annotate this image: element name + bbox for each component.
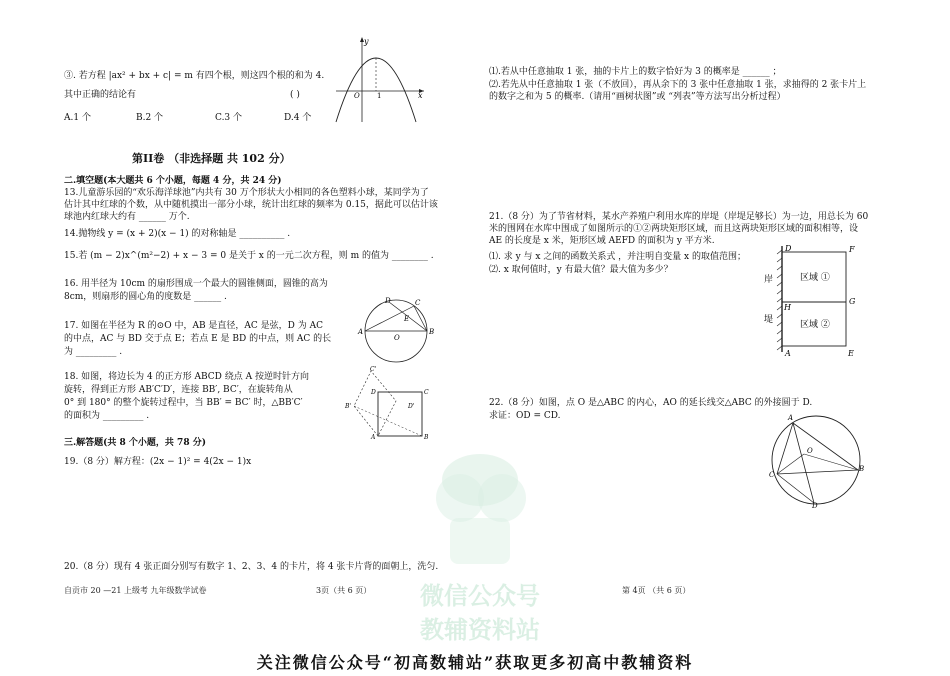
q3-line2: 其中正确的结论有 (64, 90, 137, 100)
q22-label-d: D (812, 502, 818, 508)
q14: 14.抛物线 y = (x + 2)(x − 1) 的对称轴是 __________ . (64, 229, 291, 239)
q18-line4: 的面积为 _________ . (64, 411, 150, 421)
q17-label-o: O (394, 334, 400, 342)
q18-label-d: D (371, 389, 376, 396)
watermark-line2: 教辅资料站 (420, 615, 540, 644)
q3-answer-paren: ( ) (290, 90, 300, 100)
q20: 20.（8 分）现有 4 张正面分别写有数字 1、2、3、4 的卡片，将 4 张卡片背的面朝上，洗匀. (64, 562, 439, 572)
q16-line1: 16. 用半径为 10cm 的扇形围成一个最大的圆锥侧面，圆锥的高为 (64, 279, 328, 289)
graph-x-label: x (418, 91, 423, 100)
q18-label-c: C (424, 389, 429, 396)
q18-line2: 旋转，得到正方形 AB′C′D′，连接 BB′, BC′，在旋转角从 (64, 385, 293, 395)
q22-label-a: A (788, 414, 794, 422)
q17-label-d: D (385, 297, 391, 305)
footer-left-page: 3页（共 6 页） (316, 586, 372, 595)
q21-region-2: 区域 ② (800, 320, 830, 330)
q20-part1: ⑴.若从中任意抽取 1 张，抽的卡片上的数字恰好为 3 的概率是 ______ ； (489, 67, 782, 77)
q13-line1: 13.儿童游乐园的“欢乐海洋球池”内共有 30 万个形状大小相同的各色塑料小球，某同学为了 (64, 188, 429, 198)
q22-label-c: C (769, 471, 775, 479)
q21-bank-label-1: 岸 (764, 275, 774, 285)
option-a: A.1 个 (64, 113, 91, 123)
fill-header: 二.填空题(本大题共 6 个小题，每题 4 分，共 24 分) (64, 176, 282, 186)
q19: 19.（8 分）解方程：(2x − 1)² = 4(2x − 1)x (64, 457, 252, 467)
q21-line1: 21.（8 分）为了节省材料，某水产养殖户利用水库的岸堤（岸堤足够长）为一边，用总长为 60 (489, 212, 869, 222)
q21-label-g: G (849, 297, 856, 306)
promo-banner: 关注微信公众号“初高数辅站”获取更多初高中教辅资料 (256, 653, 694, 672)
q15: 15.若 (m − 2)x^(m²−2) + x − 3 = 0 是关于 x 的一元二次方程，则 m 的值为 ________ . (64, 251, 434, 261)
section-title: 第II卷 （非选择题 共 102 分） (132, 152, 291, 165)
q18-label-c-prime: C' (370, 366, 377, 373)
parabola-graph (332, 34, 428, 124)
q18-label-b: B (424, 434, 429, 441)
q17-line3: 为 _________ . (64, 347, 123, 357)
q17-line2: 的中点，AC 与 BD 交于点 E；若点 E 是 BD 的中点，则 AC 的长 (64, 334, 332, 344)
footer-right-page: 第 4页 （共 6 页） (622, 586, 691, 595)
q21-line3: AE 的长度是 x 米，矩形区域 AEFD 的面积为 y 平方米. (489, 236, 715, 246)
q17-line1: 17. 如图在半径为 R 的⊙O 中，AB 是直径，AC 是弦，D 为 AC (64, 321, 323, 331)
q21-label-d: D (785, 244, 792, 253)
q21-part1: ⑴. 求 y 与 x 之间的函数关系式 ，并注明自变量 x 的取值范围； (489, 252, 746, 262)
q18-line3: 0° 到 180° 的整个旋转过程中，当 BB′ = BC′ 时，△BB′C′ (64, 398, 303, 408)
q21-region-1: 区域 ① (800, 273, 830, 283)
q18-line1: 18. 如图，将边长为 4 的正方形 ABCD 绕点 A 按逆时针方向 (64, 372, 309, 382)
graph-origin-label: O (354, 92, 360, 100)
q18-square-figure (340, 366, 440, 442)
option-c: C.3 个 (215, 113, 243, 123)
q18-label-b-prime: B' (345, 403, 352, 410)
q22-line2: 求证：OD = CD. (489, 411, 561, 421)
q21-label-f: F (849, 245, 855, 254)
q20-part2-line1: ⑵.若先从中任意抽取 1 张（不放回），再从余下的 3 张中任意抽取 1 张，求抽得的 2 张卡片上 (489, 80, 867, 90)
q16-line2: 8cm，则扇形的圆心角的度数是 ______ . (64, 292, 227, 302)
option-b: B.2 个 (136, 113, 164, 123)
q13-line3: 球池内红球大约有 ______ 万个. (64, 212, 190, 222)
q17-label-a: A (358, 328, 364, 336)
footer-left-title: 自贡市 20 —21 上级考 九年级数学试卷 (64, 586, 207, 595)
q17-label-e: E (404, 315, 410, 323)
q21-bank-label-2: 堤 (764, 315, 774, 325)
graph-one-label: 1 (377, 92, 382, 100)
q21-line2: 米的围网在水库中围成了如图所示的①②两块矩形区域，而且这两块矩形区域的面积相等，设 (489, 224, 859, 234)
watermark-logo-icon (390, 440, 570, 672)
q21-label-e: E (848, 349, 854, 358)
q21-label-a: A (785, 349, 791, 358)
q20-part2-line2: 的数字之和为 5 的概率.（请用“画树状图”或 “列表”等方法写出分析过程） (489, 92, 786, 102)
q21-label-h: H (784, 303, 791, 312)
watermark (390, 440, 570, 672)
answer-header: 三.解答题(共 8 个小题，共 78 分) (64, 438, 206, 448)
q17-label-b: B (429, 328, 435, 336)
q21-part2: ⑵. x 取何值时，y 有最大值？最大值为多少？ (489, 265, 673, 275)
graph-y-label: y (364, 37, 369, 46)
q22-circle-figure (766, 408, 866, 508)
q18-label-d-prime: D' (408, 403, 415, 410)
q22-label-b: B (859, 465, 865, 473)
watermark-line1: 微信公众号 (420, 581, 540, 610)
option-d: D.4 个 (284, 113, 312, 123)
q22-line1: 22.（8 分）如图，点 O 是△ABC 的内心，AO 的延长线交△ABC 的外接圆于 D. (489, 398, 813, 408)
q13-line2: 估计其中红球的个数，从中随机摸出一部分小球，统计出红球的频率为 0.15，据此可以估计该 (64, 200, 438, 210)
q17-circle-figure (356, 297, 436, 365)
q18-label-a: A (371, 434, 376, 441)
q3-line1: ③. 若方程 |ax² + bx + c| = m 有四个根，则这四个根的和为 4. (64, 71, 325, 81)
q17-label-c: C (415, 299, 421, 307)
q21-rectangle-figure (762, 240, 866, 360)
q22-label-o: O (807, 447, 813, 455)
